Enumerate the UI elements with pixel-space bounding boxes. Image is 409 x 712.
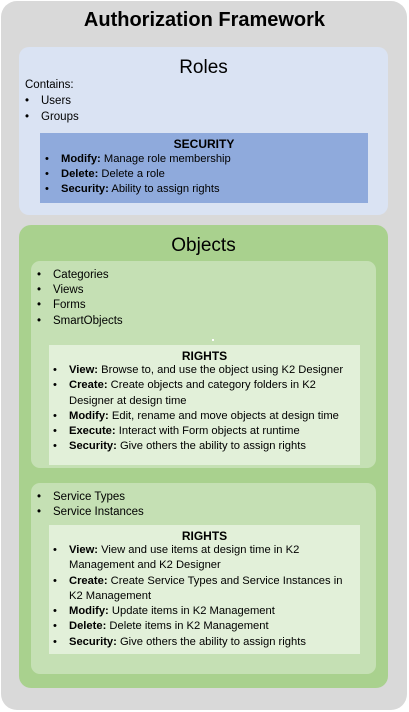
- objects-service-panel: [31, 483, 376, 674]
- list-item: • Security: Give others the ability to assign rights: [53, 440, 306, 453]
- list-item: • Service Types: [37, 491, 126, 503]
- objects-box: [19, 225, 388, 688]
- list-item: • Create: Create Service Types and Service Instances in K2 Management: [53, 574, 343, 602]
- rights-list: [49, 363, 360, 455]
- list-item: • Views: [37, 284, 84, 297]
- roles-title: Roles: [179, 57, 228, 78]
- objects-design-panel: [31, 261, 376, 468]
- list-item: • Security: Ability to assign rights: [45, 183, 220, 196]
- decorative-dot: [212, 339, 214, 341]
- rights-box: [49, 525, 360, 654]
- list-item: • Service Instances: [37, 506, 144, 519]
- list-item: • Modify: Edit, rename and move objects at design time: [53, 409, 339, 422]
- list-item: • Create: Create objects and category folders in K2 Designer at design time: [53, 379, 316, 407]
- list-item: • Groups: [25, 110, 79, 123]
- list-item: • Users: [25, 95, 72, 107]
- security-box: [40, 133, 368, 203]
- service-type-list: [37, 490, 144, 520]
- security-title: SECURITY: [173, 137, 235, 151]
- rights-title: RIGHTS: [181, 349, 228, 363]
- rights-title: RIGHTS: [181, 529, 228, 543]
- list-item: • View: Browse to, and use the object using K2 Designer: [53, 364, 344, 376]
- list-item: • View: View and use items at design time in K2 Management and K2 Designer: [53, 544, 300, 572]
- list-item: • Categories: [37, 269, 109, 281]
- list-item: • Security: Give others the ability to assign rights: [53, 635, 306, 648]
- list-item: • Modify: Update items in K2 Management: [53, 605, 275, 618]
- list-item: • Modify: Manage role membership: [45, 153, 231, 165]
- list-item: • Execute: Interact with Form objects at runtime: [53, 425, 300, 438]
- diagram-title: Authorization Framework: [83, 9, 326, 31]
- list-item: • SmartObjects: [37, 314, 123, 327]
- rights-box: [49, 345, 360, 465]
- list-item: • Forms: [37, 299, 86, 312]
- list-item: • Delete: Delete a role: [45, 168, 165, 181]
- list-item: • Delete: Delete items in K2 Management: [53, 620, 269, 633]
- roles-contains-label: Contains:: [25, 79, 74, 91]
- objects-title: Objects: [171, 235, 236, 256]
- roles-members-list: [25, 94, 79, 125]
- roles-box: [19, 47, 388, 215]
- rights-list: [49, 543, 360, 650]
- security-list: [40, 152, 368, 198]
- objects-type-list: [37, 268, 123, 329]
